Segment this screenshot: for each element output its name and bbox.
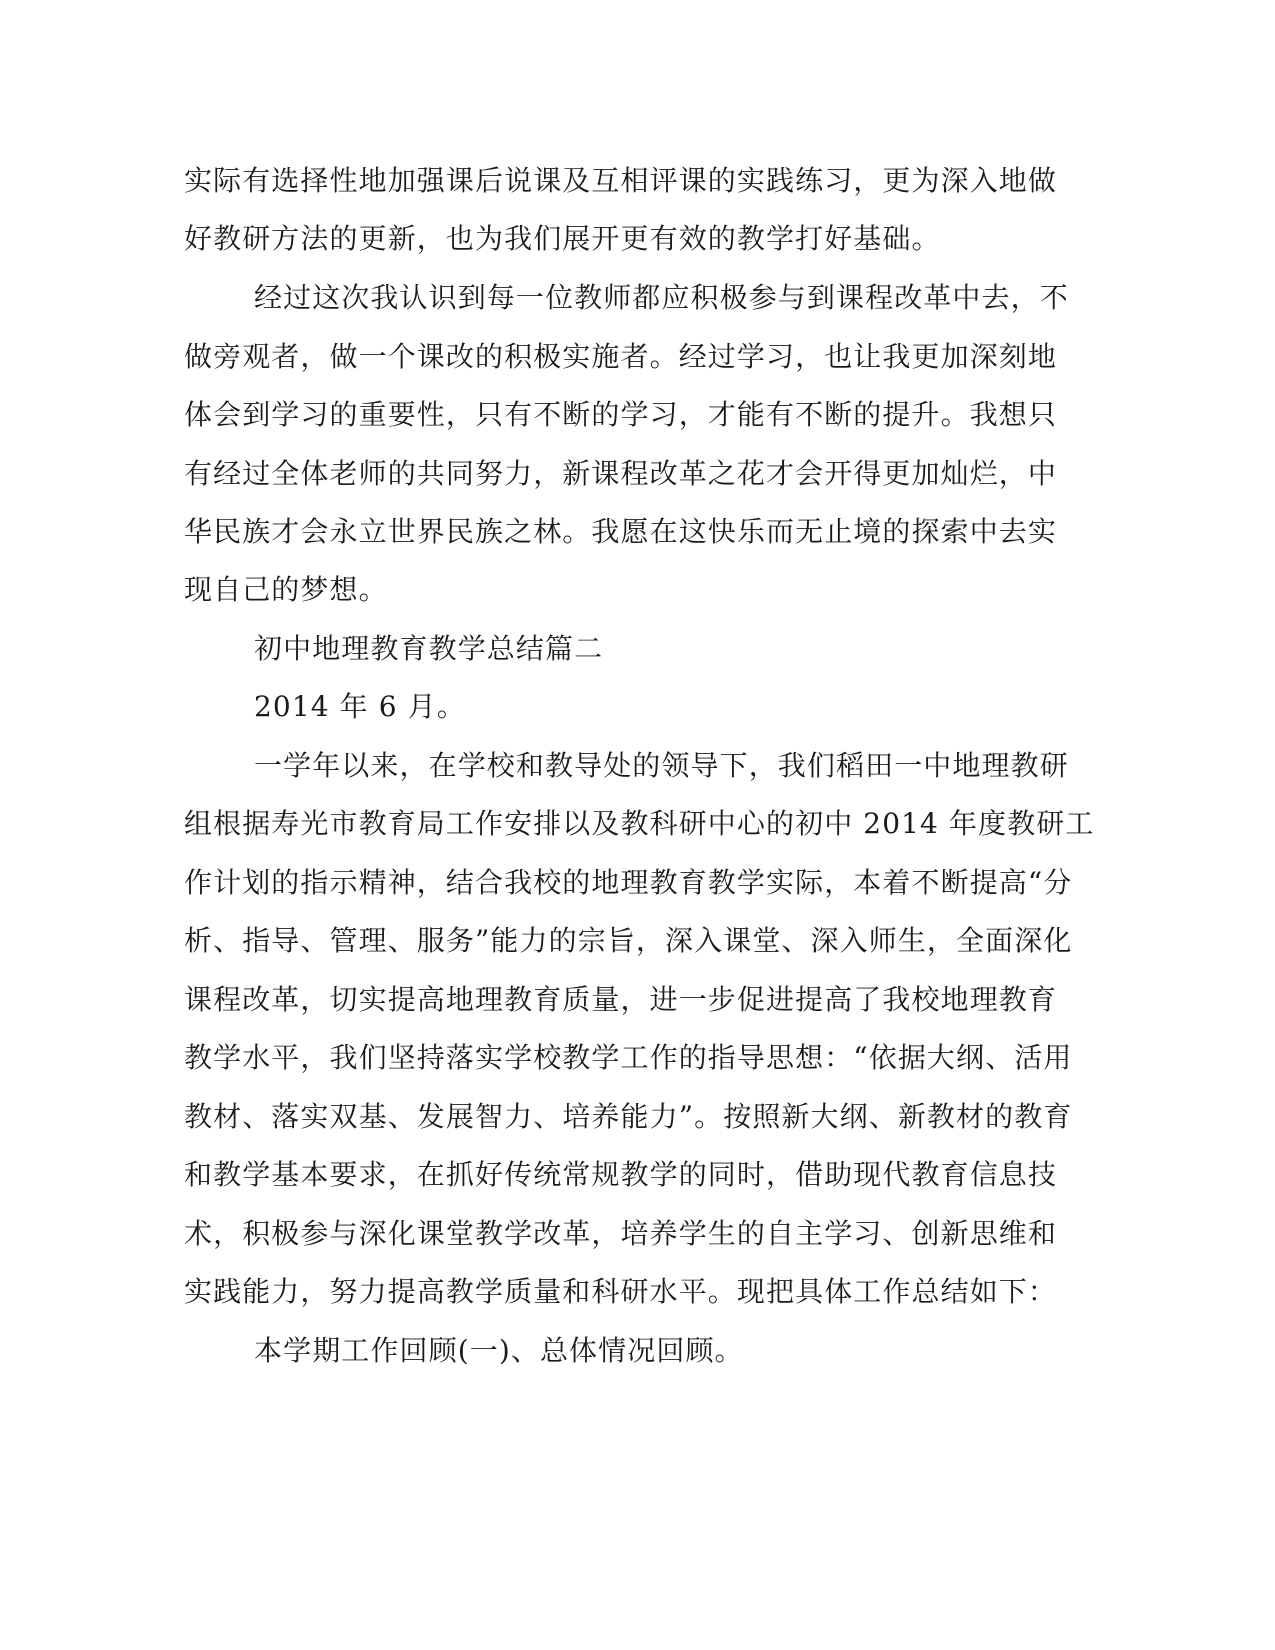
text-line: 一学年以来，在学校和教导处的领导下，我们稻田一中地理教研 bbox=[254, 749, 1069, 782]
text-line: 经过这次我认识到每一位教师都应积极参与到课程改革中去，不 bbox=[254, 281, 1069, 314]
text-line: 教材、落实双基、发展智力、培养能力”。按照新大纲、新教材的教育 bbox=[184, 1100, 1073, 1133]
text-line: 析、指导、管理、服务”能力的宗旨，深入课堂、深入师生，全面深化 bbox=[184, 924, 1073, 957]
text-line: 现自己的梦想。 bbox=[184, 573, 388, 606]
text-line: 有经过全体老师的共同努力，新课程改革之花才会开得更加灿烂，中 bbox=[184, 457, 1058, 490]
text-line: 实际有选择性地加强课后说课及互相评课的实践练习，更为深入地做 bbox=[184, 164, 1058, 197]
text-line: 实践能力，努力提高教学质量和科研水平。现把具体工作总结如下： bbox=[184, 1275, 1058, 1308]
text-line: 华民族才会永立世界民族之林。我愿在这快乐而无止境的探索中去实 bbox=[184, 515, 1058, 548]
text-line: 作计划的指示精神，结合我校的地理教育教学实际，本着不断提高“分 bbox=[184, 866, 1073, 899]
text-line: 和教学基本要求，在抓好传统常规教学的同时，借助现代教育信息技 bbox=[184, 1158, 1058, 1191]
section-heading: 初中地理教育教学总结篇二 bbox=[254, 632, 604, 665]
text-line: 术，积极参与深化课堂教学改革，培养学生的自主学习、创新思维和 bbox=[184, 1217, 1058, 1250]
subsection-heading: 本学期工作回顾(一)、总体情况回顾。 bbox=[254, 1334, 744, 1367]
date-line: 2014 年 6 月。 bbox=[254, 690, 466, 723]
text-line: 组根据寿光市教育局工作安排以及教科研中心的初中 2014 年度教研工 bbox=[184, 807, 1095, 840]
text-line: 做旁观者，做一个课改的积极实施者。经过学习，也让我更加深刻地 bbox=[184, 340, 1058, 373]
text-line: 好教研方法的更新，也为我们展开更有效的教学打好基础。 bbox=[184, 222, 941, 255]
text-line: 教学水平，我们坚持落实学校教学工作的指导思想：“依据大纲、活用 bbox=[184, 1041, 1073, 1074]
text-line: 体会到学习的重要性，只有不断的学习，才能有不断的提升。我想只 bbox=[184, 398, 1058, 431]
text-line: 课程改革，切实提高地理教育质量，进一步促进提高了我校地理教育 bbox=[184, 983, 1058, 1016]
